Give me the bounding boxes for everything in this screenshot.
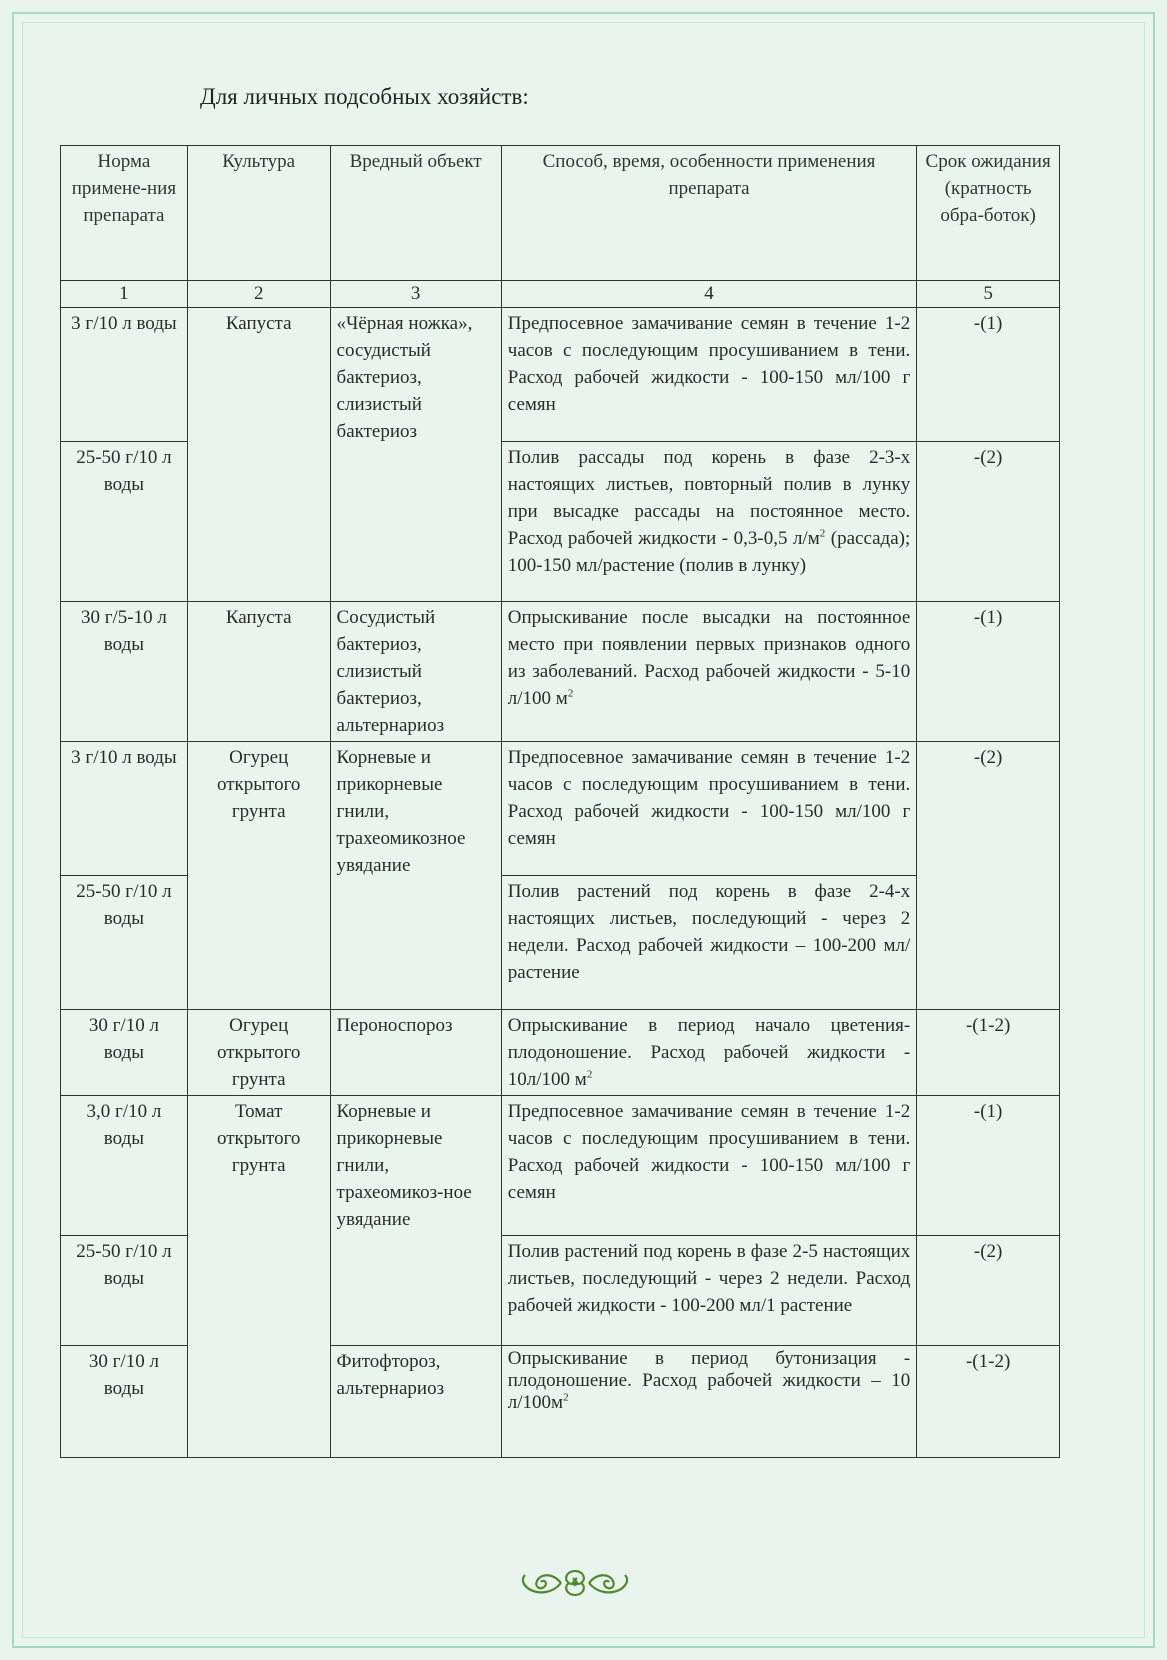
column-number: 1 [61, 281, 188, 308]
norm-cell: 30 г/5-10 л воды [61, 602, 188, 742]
crop-cell: Огурец открытого грунта [187, 1010, 330, 1096]
crop-cell: Капуста [187, 602, 330, 742]
pest-cell: Сосудистый бактериоз, слизистый бактериоз, альтернариоз [330, 602, 501, 742]
wait-cell: -(1-2) [917, 1346, 1060, 1458]
table-row [61, 742, 1060, 876]
crop-cell: Огурец открытого грунта [187, 742, 330, 1010]
superscript: 2 [563, 1391, 569, 1404]
norm-cell: 3 г/10 л воды [61, 742, 188, 876]
header-norm: Норма примене-ния препарата [61, 146, 188, 281]
wait-cell: -(2) [917, 442, 1060, 602]
wait-cell: -(1) [917, 308, 1060, 442]
method-text: Опрыскивание после высадки на постоянное место при появлении первых признаков одного из заболеваний. Расход рабочей жидкости - 5-10 л/100 м [507, 607, 911, 709]
method-text: Опрыскивание в период бутонизация - плодоношение. Расход рабочей жидкости – 10 л/100м [507, 1348, 911, 1413]
column-number: 2 [187, 281, 330, 308]
header-row [61, 146, 1060, 281]
norm-cell: 30 г/10 л воды [61, 1010, 188, 1096]
method-cell: Предпосевное замачивание семян в течение 1-2 часов с последующим просушиванием в тени. Расход рабочей жидкости - 100-150 мл/100 г семян [501, 308, 916, 442]
norm-cell: 25-50 г/10 л воды [61, 1236, 188, 1346]
wait-cell: -(1) [917, 1096, 1060, 1236]
header-method: Способ, время, особенности применения препарата [501, 146, 916, 281]
superscript: 2 [586, 1068, 593, 1081]
crop-cell: Капуста [187, 308, 330, 602]
method-cell [501, 442, 916, 602]
method-cell: Предпосевное замачивание семян в течение 1-2 часов с последующим просушиванием в тени. Расход рабочей жидкости - 100-150 мл/100 г семян [501, 742, 916, 876]
pest-cell: Фитофтороз, альтернариоз [330, 1346, 501, 1458]
superscript: 2 [819, 527, 826, 540]
header-wait: Срок ожидания (кратность обра-боток) [917, 146, 1060, 281]
column-number-row [61, 281, 1060, 308]
table-row [61, 308, 1060, 442]
column-number: 5 [917, 281, 1060, 308]
table-row [61, 1096, 1060, 1236]
method-text: (рассада); 100-150 мл/растение (полив в лунку) [507, 528, 911, 576]
pest-cell: Пероноспороз [330, 1010, 501, 1096]
header-crop: Культура [187, 146, 330, 281]
wait-cell: -(1-2) [917, 1010, 1060, 1096]
wait-cell: -(2) [917, 742, 1060, 1010]
superscript: 2 [567, 687, 574, 700]
table-row [61, 1010, 1060, 1096]
header-pest: Вредный объект [330, 146, 501, 281]
norm-cell: 3,0 г/10 л воды [61, 1096, 188, 1236]
method-cell [501, 1346, 916, 1458]
crop-cell: Томат открытого грунта [187, 1096, 330, 1458]
usage-table [60, 145, 1060, 1458]
page-heading: Для личных подсобных хозяйств: [200, 84, 529, 109]
method-text: Опрыскивание в период начало цветения-плодоношение. Расход рабочей жидкости - 10л/100 м [507, 1015, 911, 1090]
method-cell [501, 602, 916, 742]
wait-cell: -(2) [917, 1236, 1060, 1346]
method-text: Полив рассады под корень в фазе 2-3-х настоящих листьев, повторный полив в лунку при высадке рассады на постоянное место. Расход рабочей жидкости - 0,3-0,5 л/м [507, 447, 911, 549]
column-number: 4 [501, 281, 916, 308]
pest-cell: Корневые и прикорневые гнили, трахеомикозное увядание [330, 742, 501, 1010]
method-cell: Полив растений под корень в фазе 2-5 настоящих листьев, последующий - через 2 недели. Расход рабочей жидкости - 100-200 мл/1 растение [501, 1236, 916, 1346]
norm-cell: 25-50 г/10 л воды [61, 442, 188, 602]
norm-cell: 3 г/10 л воды [61, 308, 188, 442]
column-number: 3 [330, 281, 501, 308]
method-cell [501, 1010, 916, 1096]
pest-cell: «Чёрная ножка», сосудистый бактериоз, слизистый бактериоз [330, 308, 501, 602]
method-cell: Предпосевное замачивание семян в течение 1-2 часов с последующим просушиванием в тени. Расход рабочей жидкости - 100-150 мл/100 г семян [501, 1096, 916, 1236]
pest-cell: Корневые и прикорневые гнили, трахеомикоз-ное увядание [330, 1096, 501, 1346]
wait-cell: -(1) [917, 602, 1060, 742]
floral-ornament-icon [515, 1565, 635, 1601]
norm-cell: 25-50 г/10 л воды [61, 876, 188, 1010]
method-cell: Полив растений под корень в фазе 2-4-х настоящих листьев, последующий - через 2 недели. Расход рабочей жидкости – 100-200 мл/растение [501, 876, 916, 1010]
table-row [61, 602, 1060, 742]
norm-cell: 30 г/10 л воды [61, 1346, 188, 1458]
